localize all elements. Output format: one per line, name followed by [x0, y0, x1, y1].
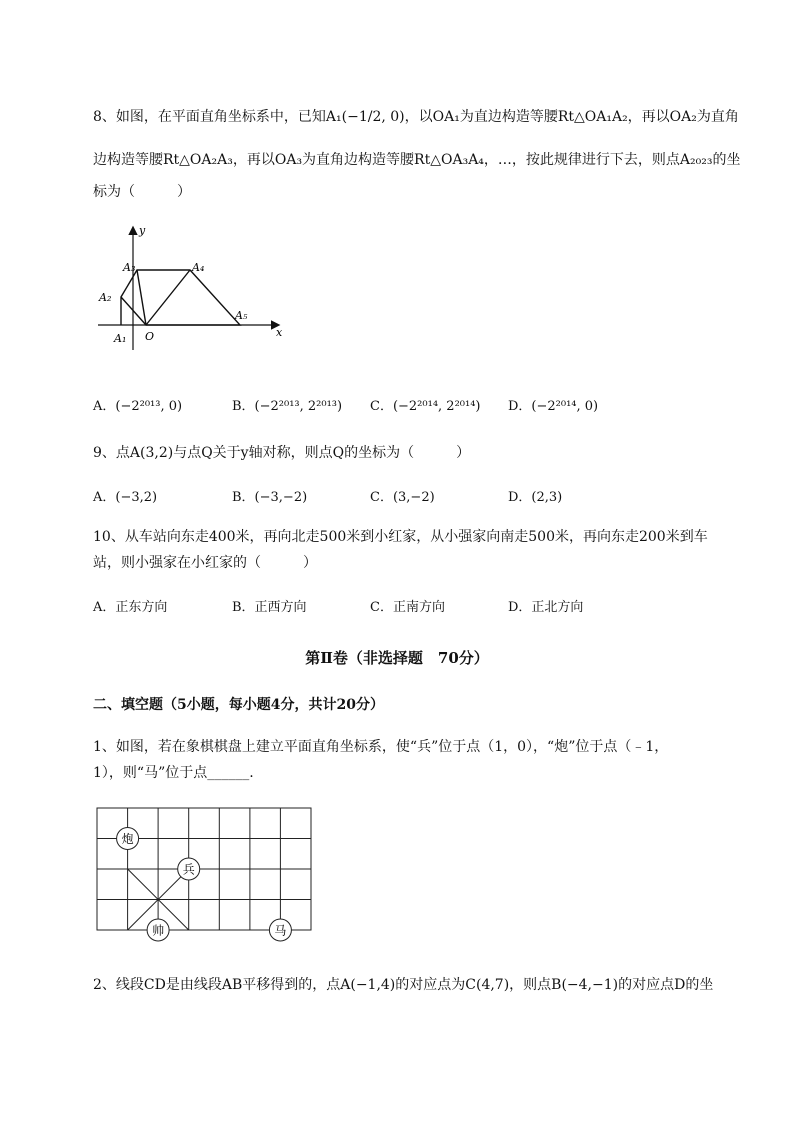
- q10-option-d[interactable]: D．正北方向: [508, 600, 584, 615]
- fill2-line-1: 2、线段CD是由线段AB平移得到的，点A(−1,4)的对应点为C(4,7)，则点B(−4,−1)的对应点D的坐: [93, 977, 714, 993]
- point-label-a2: A₂: [99, 291, 112, 304]
- piece-pao-label: 炮: [121, 832, 134, 846]
- q8-option-d[interactable]: D．(−2²⁰¹⁴, 0): [508, 399, 599, 414]
- q9-option-a[interactable]: A．(−3,2): [93, 490, 158, 505]
- point-label-a4: A₄: [192, 261, 205, 274]
- point-label-a1: A₁: [114, 332, 127, 345]
- q10-option-b[interactable]: B．正西方向: [232, 600, 307, 615]
- q10-line-2: 站，则小强家在小红家的（ ）: [93, 555, 317, 571]
- chess-board-figure: [95, 806, 315, 946]
- piece-bing-label: 兵: [182, 862, 195, 877]
- section-title: 第Ⅱ卷（非选择题 70分）: [305, 649, 489, 667]
- point-label-a5: A₅: [235, 309, 248, 322]
- q8-option-b[interactable]: B．(−2²⁰¹³, 2²⁰¹³): [232, 399, 343, 414]
- q8-option-a[interactable]: A．(−2²⁰¹³, 0): [93, 399, 183, 414]
- q9-option-c[interactable]: C．(3,−2): [370, 490, 435, 505]
- q9-options: [93, 486, 743, 506]
- origin-label: O: [145, 330, 155, 343]
- q8-option-c[interactable]: C．(−2²⁰¹⁴, 2²⁰¹⁴): [370, 399, 481, 414]
- q8-line-3: 标为（ ）: [93, 184, 191, 200]
- q9-option-d[interactable]: D．(2,3): [508, 490, 563, 505]
- segment-oa4: [146, 270, 190, 325]
- q8-coordinate-figure: [95, 222, 295, 352]
- part-two-heading: 二、填空题（5小题，每小题4分，共计20分）: [93, 697, 384, 713]
- x-axis-label: x: [276, 326, 283, 339]
- point-label-a3: A₃: [123, 261, 136, 274]
- q8-line-2: 边构造等腰Rt△OA₂A₃，再以OA₃为直角边构造等腰Rt△OA₃A₄，…，按此规律进行下去，则点A₂₀₂₃的坐: [93, 152, 741, 168]
- q9-text: 9、点A(3,2)与点Q关于y轴对称，则点Q的坐标为（ ）: [93, 445, 471, 461]
- q10-option-a[interactable]: A．正东方向: [93, 600, 168, 615]
- y-axis-label: y: [139, 224, 146, 237]
- q8-line-1: 8、如图，在平面直角坐标系中，已知A₁(−1/2, 0)，以OA₁为直边构造等腰Rt△OA₁A₂，再以OA₂为直角: [93, 109, 739, 125]
- q10-options: [93, 596, 743, 616]
- piece-ma: [269, 919, 291, 941]
- fill1-line-1: 1、如图，若在象棋棋盘上建立平面直角坐标系，使“兵”位于点（1，0），“炮”位于点（﹣1，: [93, 739, 669, 755]
- piece-shuai-label: 帅: [152, 923, 165, 938]
- fill1-line-2: 1），则“马”位于点______.: [93, 765, 254, 781]
- q8-options: [93, 395, 743, 415]
- q10-line-1: 10、从车站向东走400米，再向北走500米到小红家，从小强家向南走500米，再向东走200米到车: [93, 529, 708, 545]
- q9-option-b[interactable]: B．(−3,−2): [232, 490, 308, 505]
- piece-ma-label: 马: [274, 923, 287, 938]
- piece-bing: [178, 858, 200, 880]
- q10-option-c[interactable]: C．正南方向: [370, 600, 445, 615]
- piece-shuai: [147, 919, 169, 941]
- piece-pao: [117, 828, 139, 850]
